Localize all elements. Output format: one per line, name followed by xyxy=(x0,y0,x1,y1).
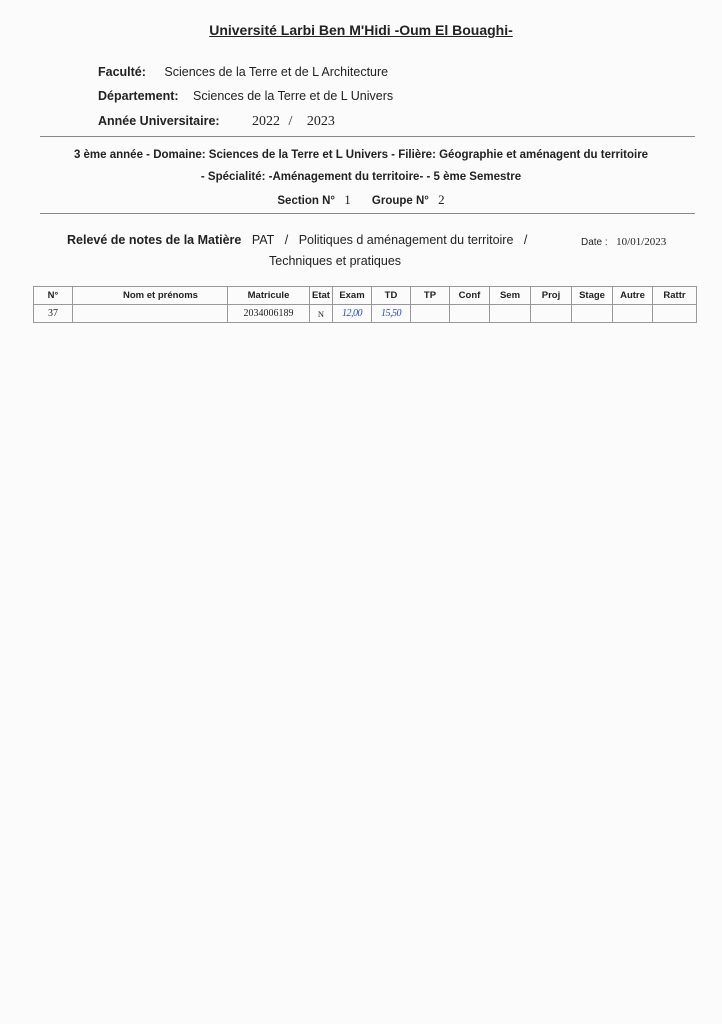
departement-row xyxy=(98,87,393,105)
date-label: Date : xyxy=(581,237,608,248)
cell-nom xyxy=(73,305,228,323)
cell-stage xyxy=(572,305,613,323)
subject-line-1: Politiques d aménagement du territoire xyxy=(298,233,514,247)
divider-top xyxy=(40,136,695,137)
col-header-stage: Stage xyxy=(572,287,613,305)
cell-matricule: 2034006189 xyxy=(228,305,310,323)
subject-code: PAT xyxy=(251,233,275,247)
col-header-exam: Exam xyxy=(333,287,372,305)
cell-sem xyxy=(490,305,531,323)
section-label: Section N° xyxy=(277,195,336,207)
col-header-conf: Conf xyxy=(450,287,490,305)
departement-value: Sciences de la Terre et de L Univers xyxy=(193,89,394,103)
subject-separator-1: / xyxy=(284,233,289,247)
cell-autre xyxy=(613,305,653,323)
col-header-proj: Proj xyxy=(531,287,572,305)
col-header-td: TD xyxy=(372,287,411,305)
col-header-sem: Sem xyxy=(490,287,531,305)
col-header-etat: Etat xyxy=(310,287,333,305)
cell-rattr xyxy=(653,305,697,323)
section-groupe-row xyxy=(0,192,722,208)
cell-td: 15,50 xyxy=(372,305,411,323)
cell-n: 37 xyxy=(34,305,73,323)
col-header-rattr: Rattr xyxy=(653,287,697,305)
table-row xyxy=(34,305,697,323)
annee-end: 2023 xyxy=(306,114,335,129)
cell-etat: N xyxy=(310,305,333,323)
date-value: 10/01/2023 xyxy=(616,236,667,248)
col-header-tp: TP xyxy=(411,287,450,305)
subject-separator-2: / xyxy=(523,233,528,247)
groupe-label: Groupe N° xyxy=(371,195,429,207)
col-header-n: N° xyxy=(34,287,73,305)
cell-proj xyxy=(531,305,572,323)
col-header-autre: Autre xyxy=(613,287,653,305)
releve-row xyxy=(67,231,527,249)
grades-table xyxy=(33,286,697,323)
groupe-value: 2 xyxy=(438,192,445,207)
university-title: Université Larbi Ben M'Hidi -Oum El Bouaghi- xyxy=(209,22,513,38)
col-header-matricule: Matricule xyxy=(228,287,310,305)
subject-line-2: Techniques et pratiques xyxy=(269,254,402,268)
cell-conf xyxy=(450,305,490,323)
program-line-1: 3 ème année - Domaine: Sciences de la Terre et L Univers - Filière: Géographie et aménagent du territoire xyxy=(73,149,649,161)
faculte-label: Faculté: xyxy=(98,65,146,79)
departement-label: Département: xyxy=(98,89,179,103)
col-header-nom: Nom et prénoms xyxy=(73,287,228,305)
faculte-row xyxy=(98,63,388,81)
annee-separator: / xyxy=(288,114,293,129)
releve-label: Relevé de notes de la Matière xyxy=(67,233,242,247)
divider-bottom xyxy=(40,213,695,214)
annee-label: Année Universitaire: xyxy=(98,114,220,128)
table-header-row xyxy=(34,287,697,305)
cell-exam: 12,00 xyxy=(333,305,372,323)
annee-row xyxy=(98,112,335,130)
faculte-value: Sciences de la Terre et de L Architecture xyxy=(164,65,389,79)
cell-tp xyxy=(411,305,450,323)
date-row xyxy=(581,232,666,250)
program-line-2: - Spécialité: -Aménagement du territoire- - 5 ème Semestre xyxy=(200,171,522,183)
section-value: 1 xyxy=(344,192,351,207)
annee-start: 2022 xyxy=(252,114,281,129)
